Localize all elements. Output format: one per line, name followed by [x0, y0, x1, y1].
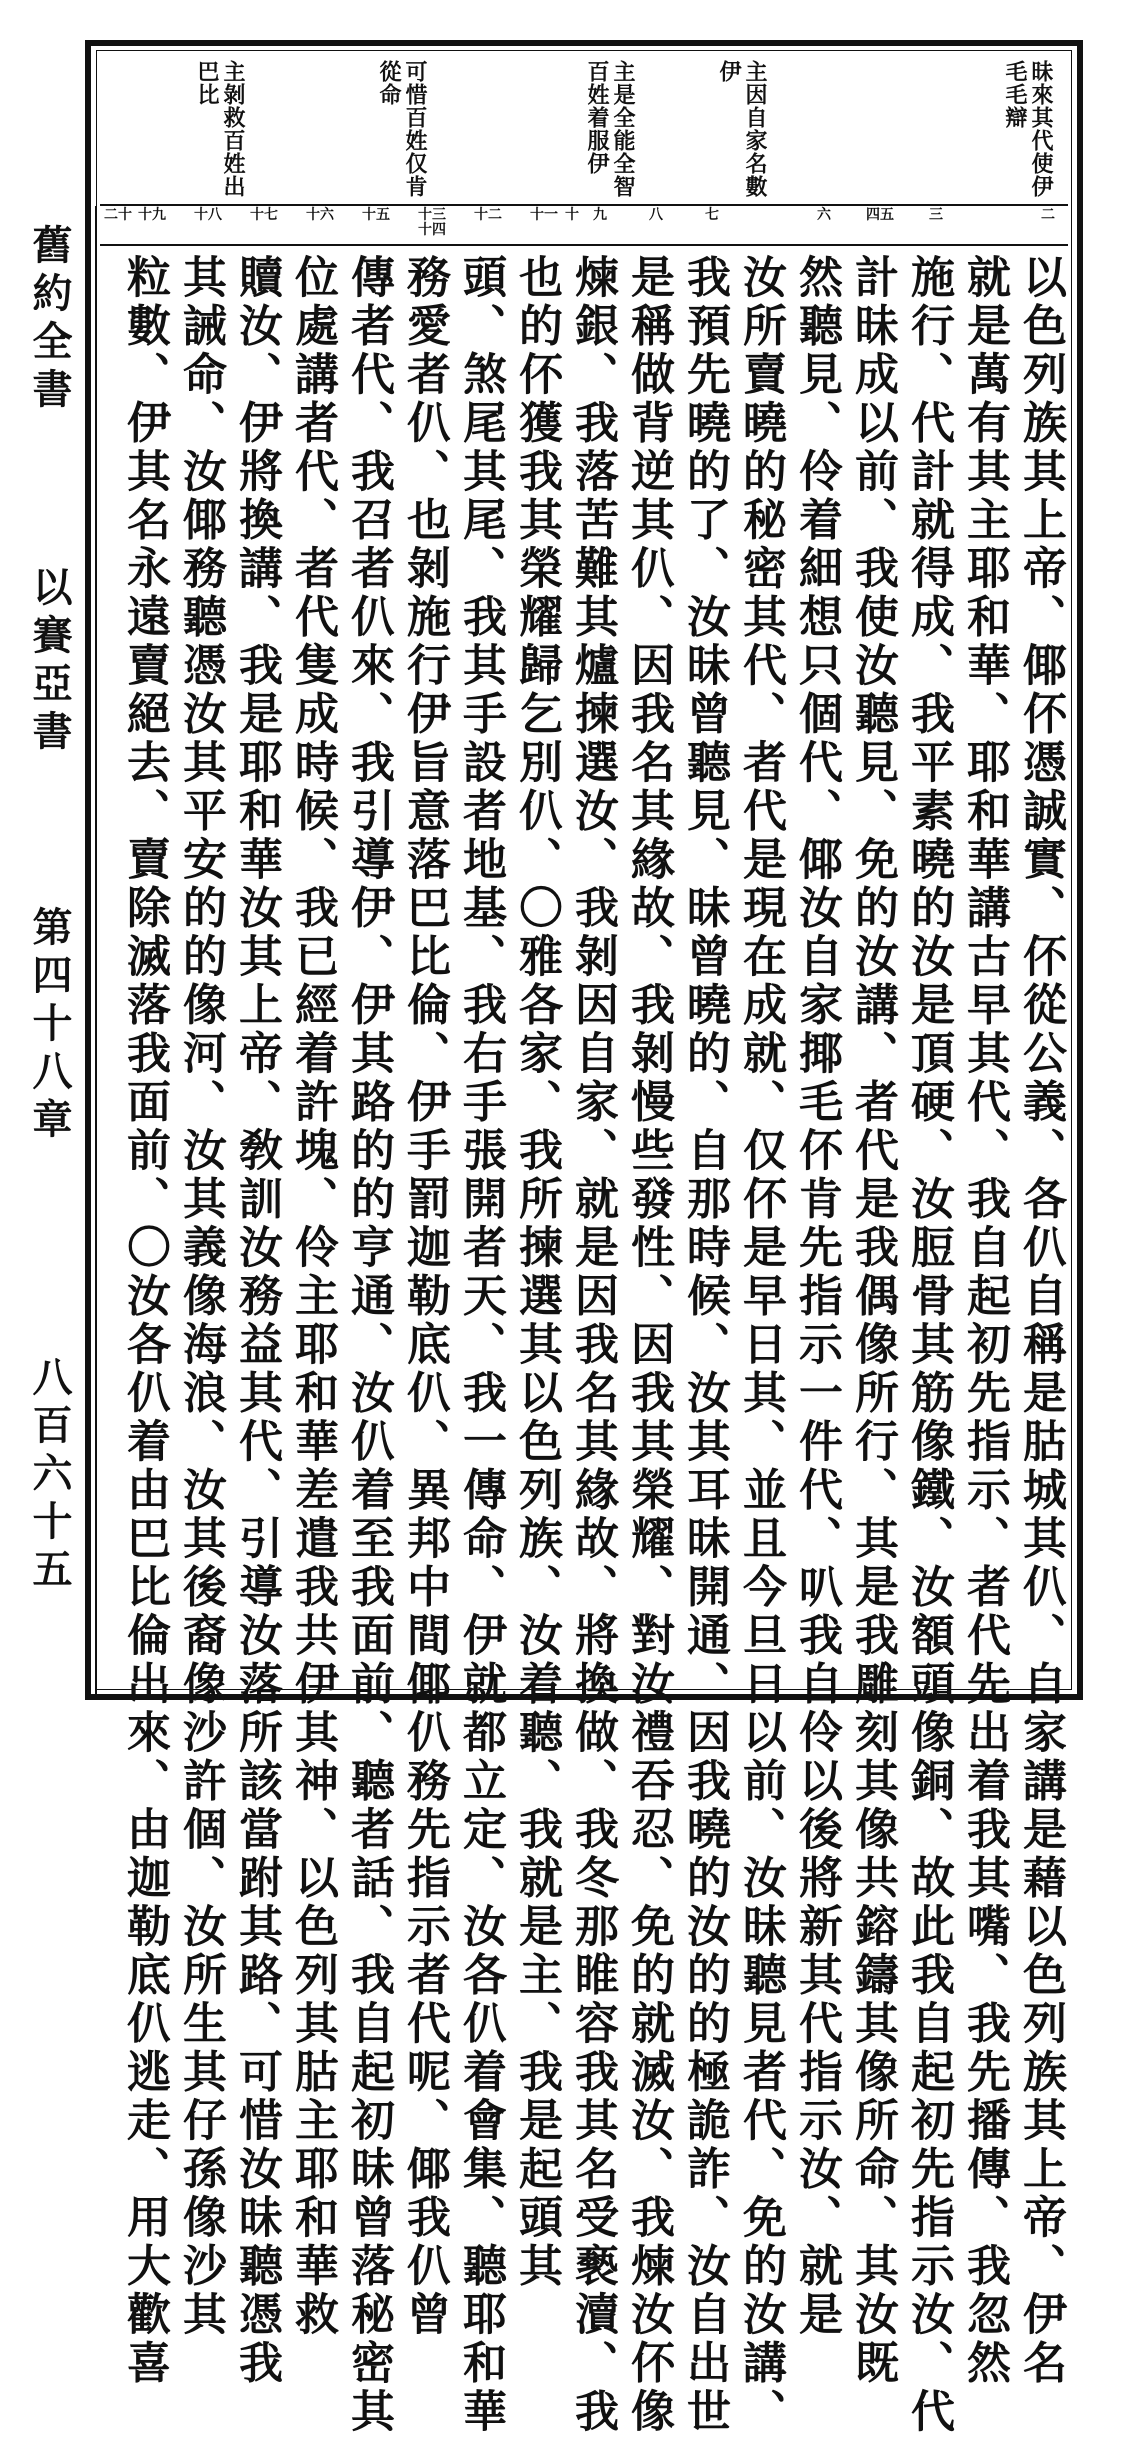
text-column-3: 施行、代計就得成、我平素曉的汝是頂硬、汝脰骨其筋像鐵、汝額頭像銅、故此我自起初先指示汝、代	[903, 254, 954, 2437]
text-column-15: 贖汝、伊將換講、我是耶和華汝其上帝、敎訓汝務益其代、引導汝落所該當跗其路、可惜汝昧聽憑我	[231, 254, 282, 2388]
text-column-13: 傳者代、我召者仈來、我引導伊、伊其路的的亨通、汝仈着至我面前、聽者話、我自起初昧曾落秘密其	[343, 254, 394, 2437]
text-column-10: 也的伓獲我其榮耀歸乞別仈、〇雅各家、我所揀選其以色列族、汝着聽、我就是主、我是起頭其	[511, 254, 562, 2291]
text-column-16: 其誡命、汝倻務聽憑汝其平安的的像河、汝其義像海浪、汝其後裔像沙許個、汝所生其仔孫像沙其	[175, 254, 226, 2340]
verse-number: 七	[705, 207, 719, 223]
text-column-14: 位處講者代、者代隻成時候、我已經着許塊、伶主耶和華差遣我共伊其神、以色列其𦙶主耶和華救	[287, 254, 338, 2340]
book-title: 舊約全書	[26, 224, 73, 416]
verse-number: 十二	[474, 207, 502, 223]
header-note-2: 主因自家名數伊	[716, 60, 768, 198]
text-column-5: 然聽見、伶着細想只個代、倻汝自家揶毛伓肯先指示一件代、叭我自伶以後將新其代指示汝、就是	[791, 254, 842, 2340]
header-note-4: 可惜百姓仅肯從命	[376, 60, 428, 198]
scripture-text	[100, 246, 1068, 2437]
margin-rule	[95, 206, 97, 1696]
header-notes	[100, 54, 1068, 206]
text-column-2: 就是萬有其主耶和華、耶和華講古早其代、我自起初先指示、者代先出着我其嘴、我先播傳、我忽然	[959, 254, 1010, 2388]
verse-number: 二	[1041, 207, 1055, 223]
verse-number: 十三十四	[418, 207, 446, 238]
text-column-7: 我預先曉的了、汝昧曾聽見、昧曾曉的、自那時候、汝其耳昧開通、因我曉的汝的的極詭詐、汝自出世	[679, 254, 730, 2437]
verse-number: 六	[817, 207, 831, 223]
page-number: 八百六十五	[26, 1356, 73, 1596]
text-column-9: 煉銀、我落苦難其爐揀選汝、我剝因自家、就是因我名其緣故、將換做、我冬那睢容我其名受褻瀆、我	[567, 254, 618, 2437]
header-note-3: 主是全能全智百姓着服伊	[584, 60, 636, 198]
verse-number: 十五	[362, 207, 390, 223]
verse-number: 九	[593, 207, 607, 223]
verse-number: 十九	[138, 207, 166, 223]
header-note-1: 昧來其代使伊毛毛辯	[1002, 60, 1054, 198]
verse-number: 十八	[194, 207, 222, 223]
verse-number: 十六	[306, 207, 334, 223]
running-head	[0, 206, 96, 1696]
text-column-11: 頭、煞尾其尾、我其手設者地基、我右手張開者天、我一傳命、伊就都立定、汝各仈着會集、聽耶和華	[455, 254, 506, 2437]
text-column-8: 是稱做背逆其仈、因我名其緣故、我剝慢些發性、因我其榮耀、對汝禮吞忍、免的就滅汝、我煉汝伓像	[623, 254, 674, 2437]
text-column-6: 汝所賣曉的秘密其代、者代是現在成就、仅伓是早日其、並且今旦日以前、汝昧聽見者代、免的汝講、	[735, 254, 786, 2437]
section-title: 以賽亞書	[26, 566, 73, 758]
text-column-4: 計昧成以前、我使汝聽見、免的汝講、者代是我偶像所行、其是我雕刻其像共鎔鑄其像所命、其汝既	[847, 254, 898, 2388]
chapter-title: 第四十八章	[26, 906, 73, 1146]
header-note-5: 主剝救百姓出巴比	[194, 60, 246, 198]
text-column-12: 務愛者仈、也剝施行伊旨意落巴比倫、伊手罰迦勒底仈、異邦中間倻仈務先指示者代呢、倻我仈曾	[399, 254, 450, 2340]
verse-number: 三	[929, 207, 943, 223]
verse-number: 二十	[104, 207, 132, 223]
verse-number: 十	[565, 207, 579, 223]
verse-number: 十七	[250, 207, 278, 223]
verse-number: 十一	[530, 207, 558, 223]
verse-number: 八	[649, 207, 663, 223]
verse-number: 四五	[866, 207, 894, 223]
text-column-17: 粒數、伊其名永遠賣絕去、賣除滅落我面前、〇汝各仈着由巴比倫出來、由迦勒底仈逃走、用大歡喜	[119, 254, 170, 2388]
verse-number-row	[100, 206, 1068, 246]
text-column-1: 以色列族其上帝、倻伓憑誠實、伓從公義、各仈自稱是𦙶城其仈、自家講是藉以色列族其上帝、伊名	[1015, 254, 1066, 2388]
